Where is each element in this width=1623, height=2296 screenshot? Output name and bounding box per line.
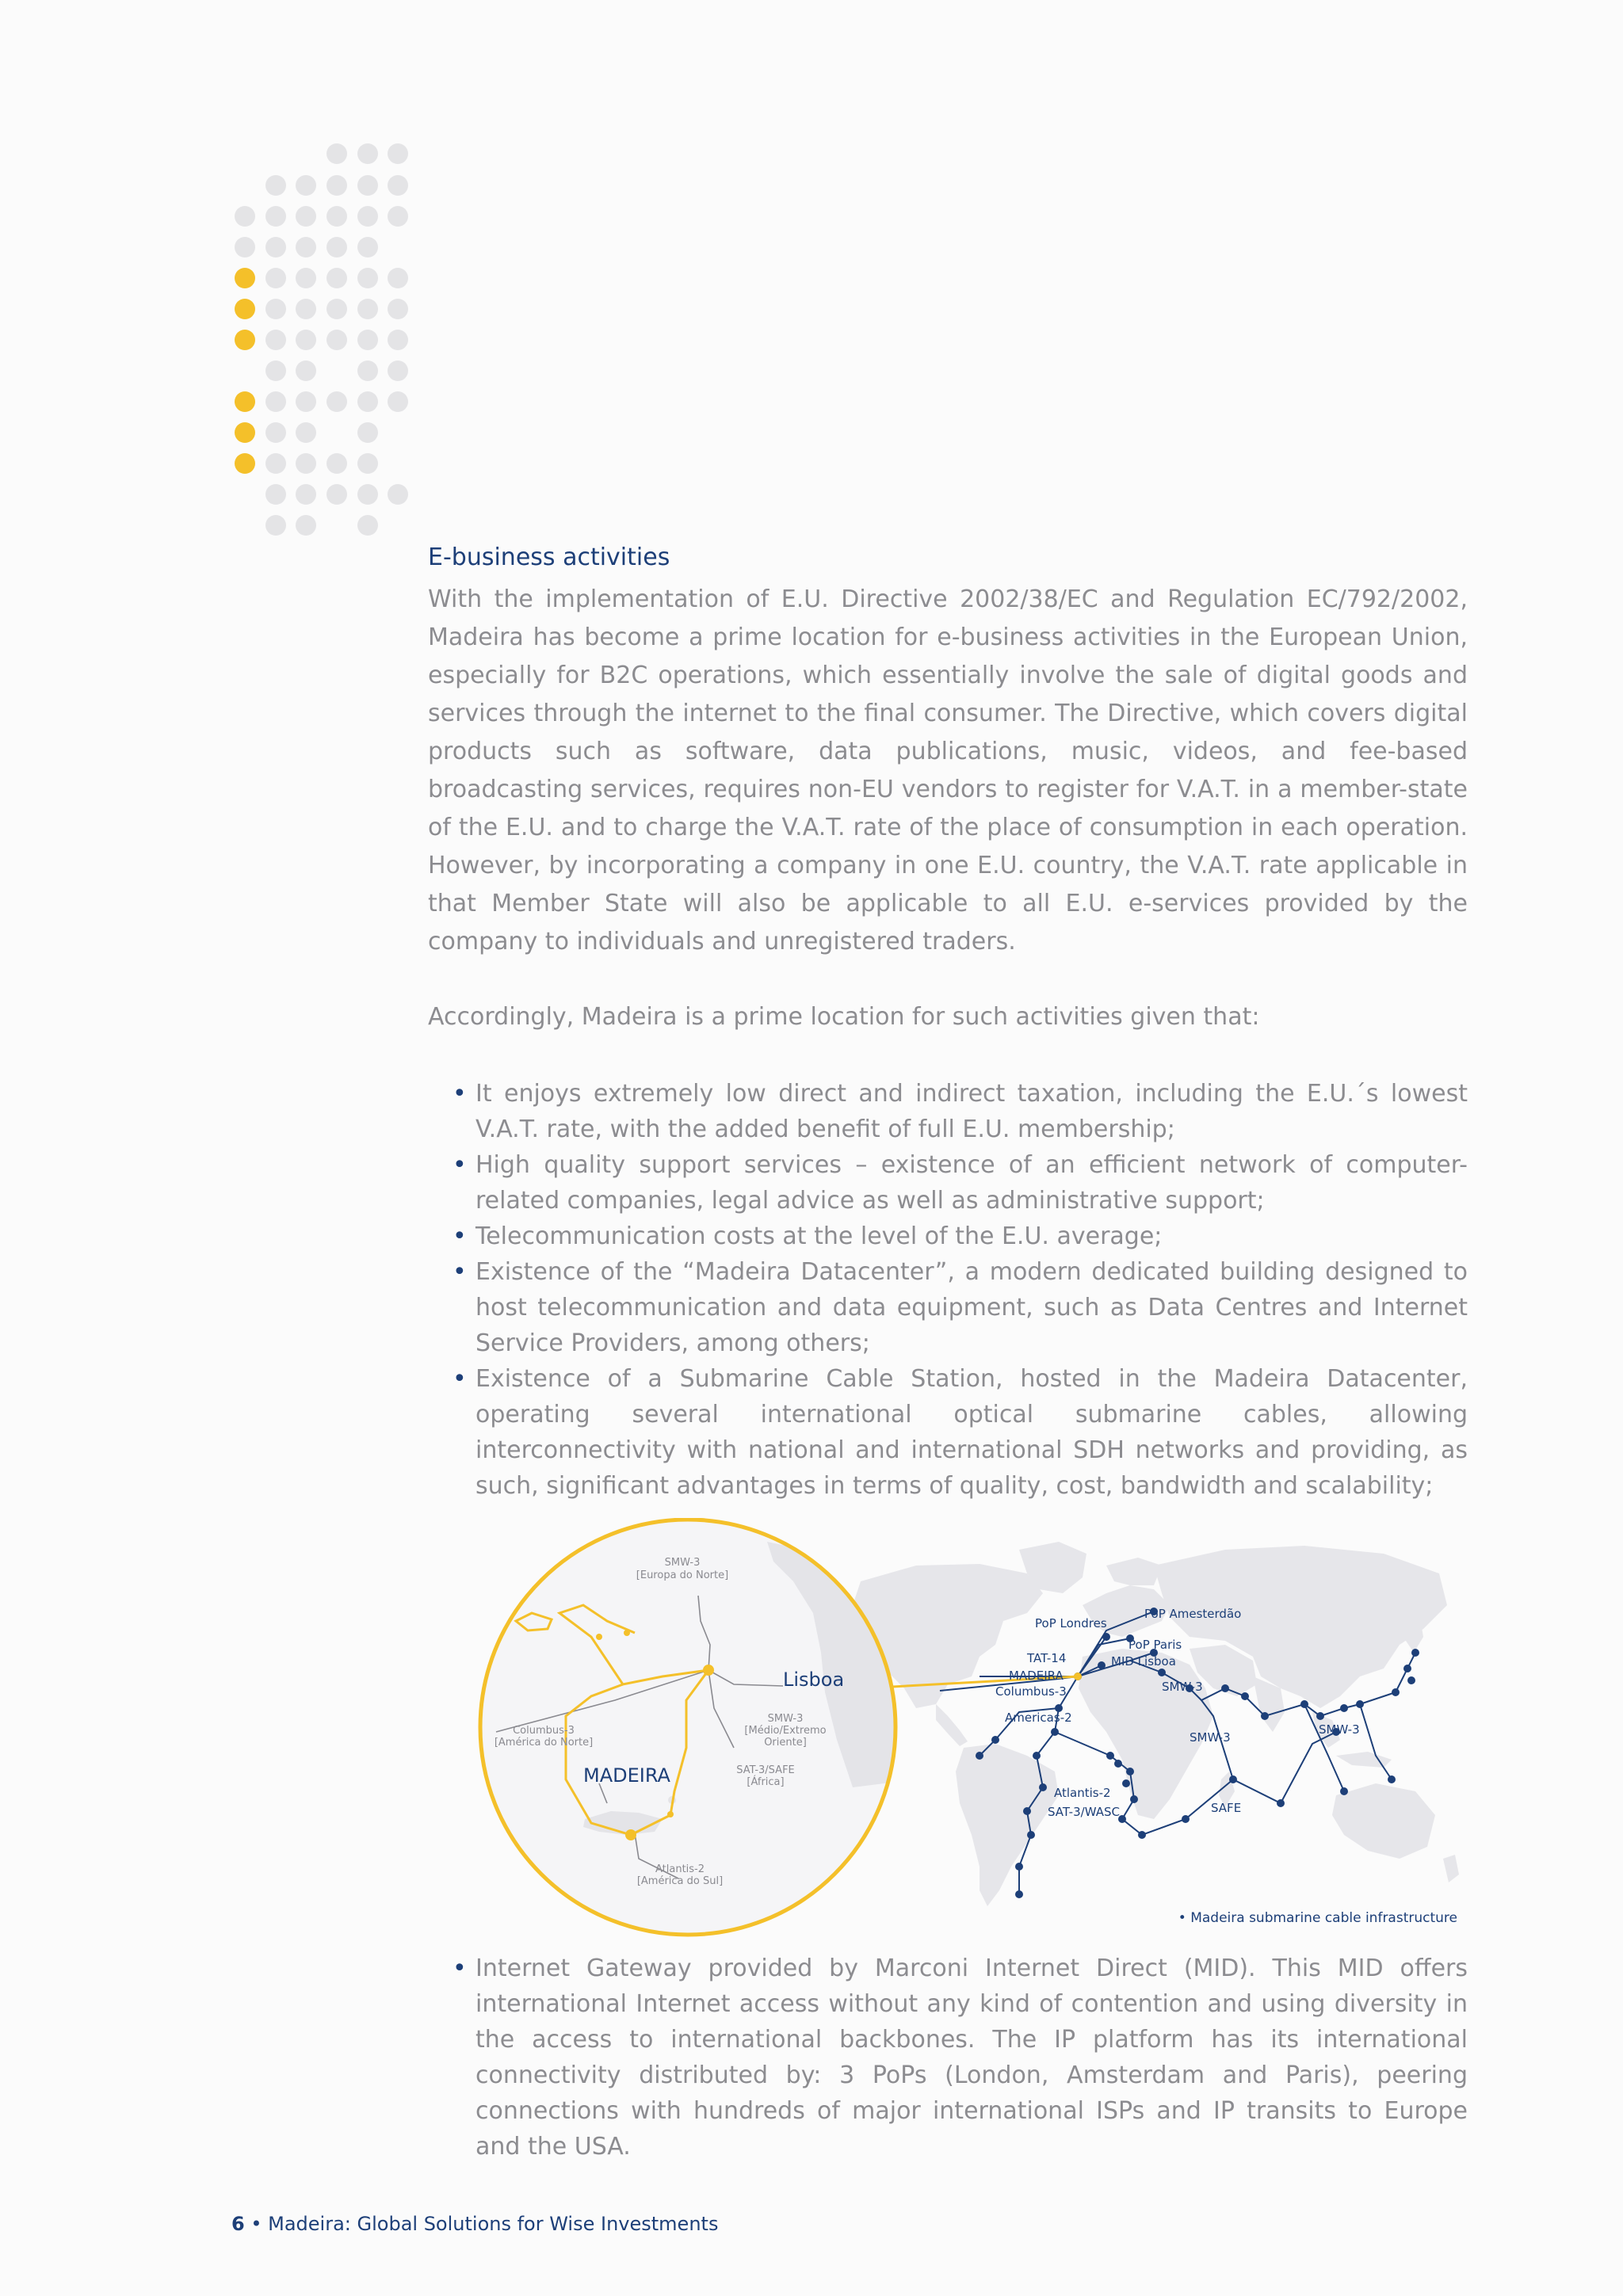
inset-smw3-east-sub2: Oriente] [764, 1737, 807, 1749]
smw3-label: SMW-3 [1319, 1722, 1360, 1737]
intro-paragraph: With the implementation of E.U. Directive 2002/38/EC and Regulation EC/792/2002, Madeira has become a prime location for e-business activities in the European Union, especially for B2C operations, which essentially involve the sale of digital goods and services through the internet to the final consumer. The Directive, which covers digital products such as software, data publications, music, videos, and fee-based broadcasting services, requires non-EU vendors to register for V.A.T. in a member-state of the E.U. and to charge the V.A.T. rate of the place of consumption in each operation. However, by incorporating a company in one E.U. country, the V.A.T. rate applicable in that Member State will also be applicable to all E.U. e-services provided by the company to individuals and unregistered traders. [428, 585, 1468, 955]
gray-dot-icon [296, 360, 316, 381]
yellow-dot-icon [235, 422, 255, 443]
gray-dot-icon [327, 206, 347, 227]
gray-dot-icon [265, 484, 286, 505]
madeira-world-label: MADEIRA [1009, 1669, 1064, 1683]
gray-dot-icon [388, 330, 408, 350]
inset-smw3-north-sub: [Europa do Norte] [636, 1569, 729, 1581]
world-map [853, 1542, 1459, 1906]
inset-columbus-label: Columbus-3 [513, 1725, 575, 1737]
accordingly-paragraph: Accordingly, Madeira is a prime location for such activities given that: [428, 1003, 1260, 1031]
pop-paris-label: PoP Paris [1128, 1638, 1182, 1652]
decorative-dot-grid [0, 0, 428, 555]
gray-dot-icon [265, 515, 286, 536]
gray-dot-icon [296, 453, 316, 474]
smw3-label: SMW-3 [1162, 1680, 1203, 1694]
bullet-icon: • [453, 1151, 467, 1179]
gray-dot-icon [357, 360, 378, 381]
gray-dot-icon [327, 237, 347, 257]
gray-dot-icon [296, 391, 316, 412]
inset-sat3-sub: [África] [747, 1776, 785, 1788]
inset-sat3-label: SAT-3/SAFE [736, 1764, 795, 1776]
atlantis2-label: Atlantis-2 [1054, 1786, 1111, 1800]
gray-dot-icon [388, 360, 408, 381]
tat14-label: TAT-14 [1027, 1651, 1067, 1665]
section-title: E-business activities [428, 543, 670, 571]
mid-lisboa-label: MID Lisboa [1111, 1654, 1176, 1669]
gray-dot-icon [388, 484, 408, 505]
gray-dot-icon [265, 422, 286, 443]
gray-dot-icon [357, 299, 378, 319]
gray-dot-icon [296, 175, 316, 196]
list-item: • Telecommunication costs at the level of the E.U. average; [428, 1219, 1468, 1254]
gray-dot-icon [357, 484, 378, 505]
gray-dot-icon [265, 175, 286, 196]
inset-madeira-label: MADEIRA [583, 1764, 670, 1787]
page-footer [231, 2213, 718, 2235]
gray-dot-icon [296, 237, 316, 257]
gray-dot-icon [296, 206, 316, 227]
inset-smw3-east-label: SMW-3 [767, 1713, 804, 1725]
gray-dot-icon [388, 391, 408, 412]
inset-smw3-north-label: SMW-3 [664, 1557, 701, 1569]
safe-label: SAFE [1211, 1801, 1242, 1815]
advantages-list-continued [428, 1951, 1468, 2164]
smw3-label: SMW-3 [1190, 1730, 1231, 1745]
yellow-dot-icon [235, 299, 255, 319]
gray-dot-icon [388, 299, 408, 319]
gray-dot-icon [327, 391, 347, 412]
pop-londres-label: PoP Londres [1035, 1616, 1107, 1630]
inset-lisboa-label: Lisboa [783, 1669, 845, 1691]
footer-separator: • [250, 2213, 262, 2235]
gray-dot-icon [327, 453, 347, 474]
gray-dot-icon [296, 515, 316, 536]
gray-dot-icon [357, 237, 378, 257]
gray-dot-icon [327, 299, 347, 319]
bullet-icon: • [453, 1258, 467, 1286]
yellow-dot-icon [235, 391, 255, 412]
advantages-list [428, 1076, 1468, 1504]
gray-dot-icon [388, 268, 408, 288]
gray-dot-icon [296, 330, 316, 350]
gray-dot-icon [296, 484, 316, 505]
submarine-cable-map [472, 1518, 1471, 1946]
inset-circle [480, 1520, 924, 1935]
bullet-icon: • [453, 1222, 467, 1250]
list-item: • High quality support services – existence of an efficient network of computer-related companies, legal advice as well as administrative support; [428, 1147, 1468, 1219]
bullet-icon: • [453, 1365, 467, 1393]
gray-dot-icon [235, 237, 255, 257]
gray-dot-icon [388, 206, 408, 227]
list-item: • Existence of a Submarine Cable Station, hosted in the Madeira Datacenter, operating several international optical submarine cables, allowing interconnectivity with national and international SDH networks and providing, as such, significant advantages in terms of quality, cost, bandwidth and scalability; [428, 1361, 1468, 1504]
gray-dot-icon [327, 143, 347, 164]
page-number: 6 [231, 2213, 245, 2235]
yellow-dot-icon [235, 330, 255, 350]
gray-dot-icon [327, 484, 347, 505]
gray-dot-icon [265, 360, 286, 381]
yellow-dot-icon [235, 268, 255, 288]
gray-dot-icon [357, 453, 378, 474]
gray-dot-icon [357, 391, 378, 412]
gray-dot-icon [265, 330, 286, 350]
gray-dot-icon [357, 268, 378, 288]
list-item: • Internet Gateway provided by Marconi Internet Direct (MID). This MID offers international Internet access without any kind of contention and using diversity in the access to international backbones. The IP platform has its international connectivity distributed by: 3 PoPs (London, Amsterdam and Paris), peering connections with hundreds of major international ISPs and IP transits to Europe and the USA. [428, 1951, 1468, 2164]
gray-dot-icon [296, 299, 316, 319]
footer-title: Madeira: Global Solutions for Wise Investments [268, 2213, 719, 2235]
gray-dot-icon [388, 143, 408, 164]
gray-dot-icon [357, 515, 378, 536]
pop-amsterdao-label: PoP Amesterdão [1144, 1607, 1242, 1621]
inset-columbus-sub: [América do Norte] [494, 1737, 594, 1749]
list-item: • Existence of the “Madeira Datacenter”, a modern dedicated building designed to host telecommunication and data equipment, such as Data Centres and Internet Service Providers, among others; [428, 1254, 1468, 1361]
inset-atlantis-sub: [América do Sul] [636, 1875, 724, 1887]
gray-dot-icon [357, 143, 378, 164]
gray-dot-icon [388, 175, 408, 196]
inset-smw3-east-sub1: [Médio/Extremo [744, 1725, 827, 1737]
gray-dot-icon [265, 237, 286, 257]
columbus3-label: Columbus-3 [995, 1684, 1067, 1699]
gray-dot-icon [357, 206, 378, 227]
gray-dot-icon [296, 422, 316, 443]
yellow-dot-icon [235, 453, 255, 474]
americas2-label: Americas-2 [1005, 1711, 1072, 1725]
inset-atlantis-label: Atlantis-2 [655, 1863, 705, 1875]
gray-dot-icon [265, 206, 286, 227]
gray-dot-icon [265, 391, 286, 412]
sat3wasc-label: SAT-3/WASC [1048, 1805, 1120, 1819]
gray-dot-icon [357, 175, 378, 196]
gray-dot-icon [296, 268, 316, 288]
bullet-icon: • [453, 1080, 467, 1108]
gray-dot-icon [265, 453, 286, 474]
map-caption: • Madeira submarine cable infrastructure [1178, 1910, 1457, 1926]
list-item: • It enjoys extremely low direct and indirect taxation, including the E.U.´s lowest V.A.T. rate, with the added benefit of full E.U. membership; [428, 1076, 1468, 1147]
gray-dot-icon [327, 330, 347, 350]
gray-dot-icon [327, 175, 347, 196]
gray-dot-icon [265, 268, 286, 288]
gray-dot-icon [357, 422, 378, 443]
gray-dot-icon [265, 299, 286, 319]
bullet-icon: • [453, 1955, 467, 1982]
gray-dot-icon [235, 206, 255, 227]
gray-dot-icon [327, 268, 347, 288]
gray-dot-icon [357, 330, 378, 350]
